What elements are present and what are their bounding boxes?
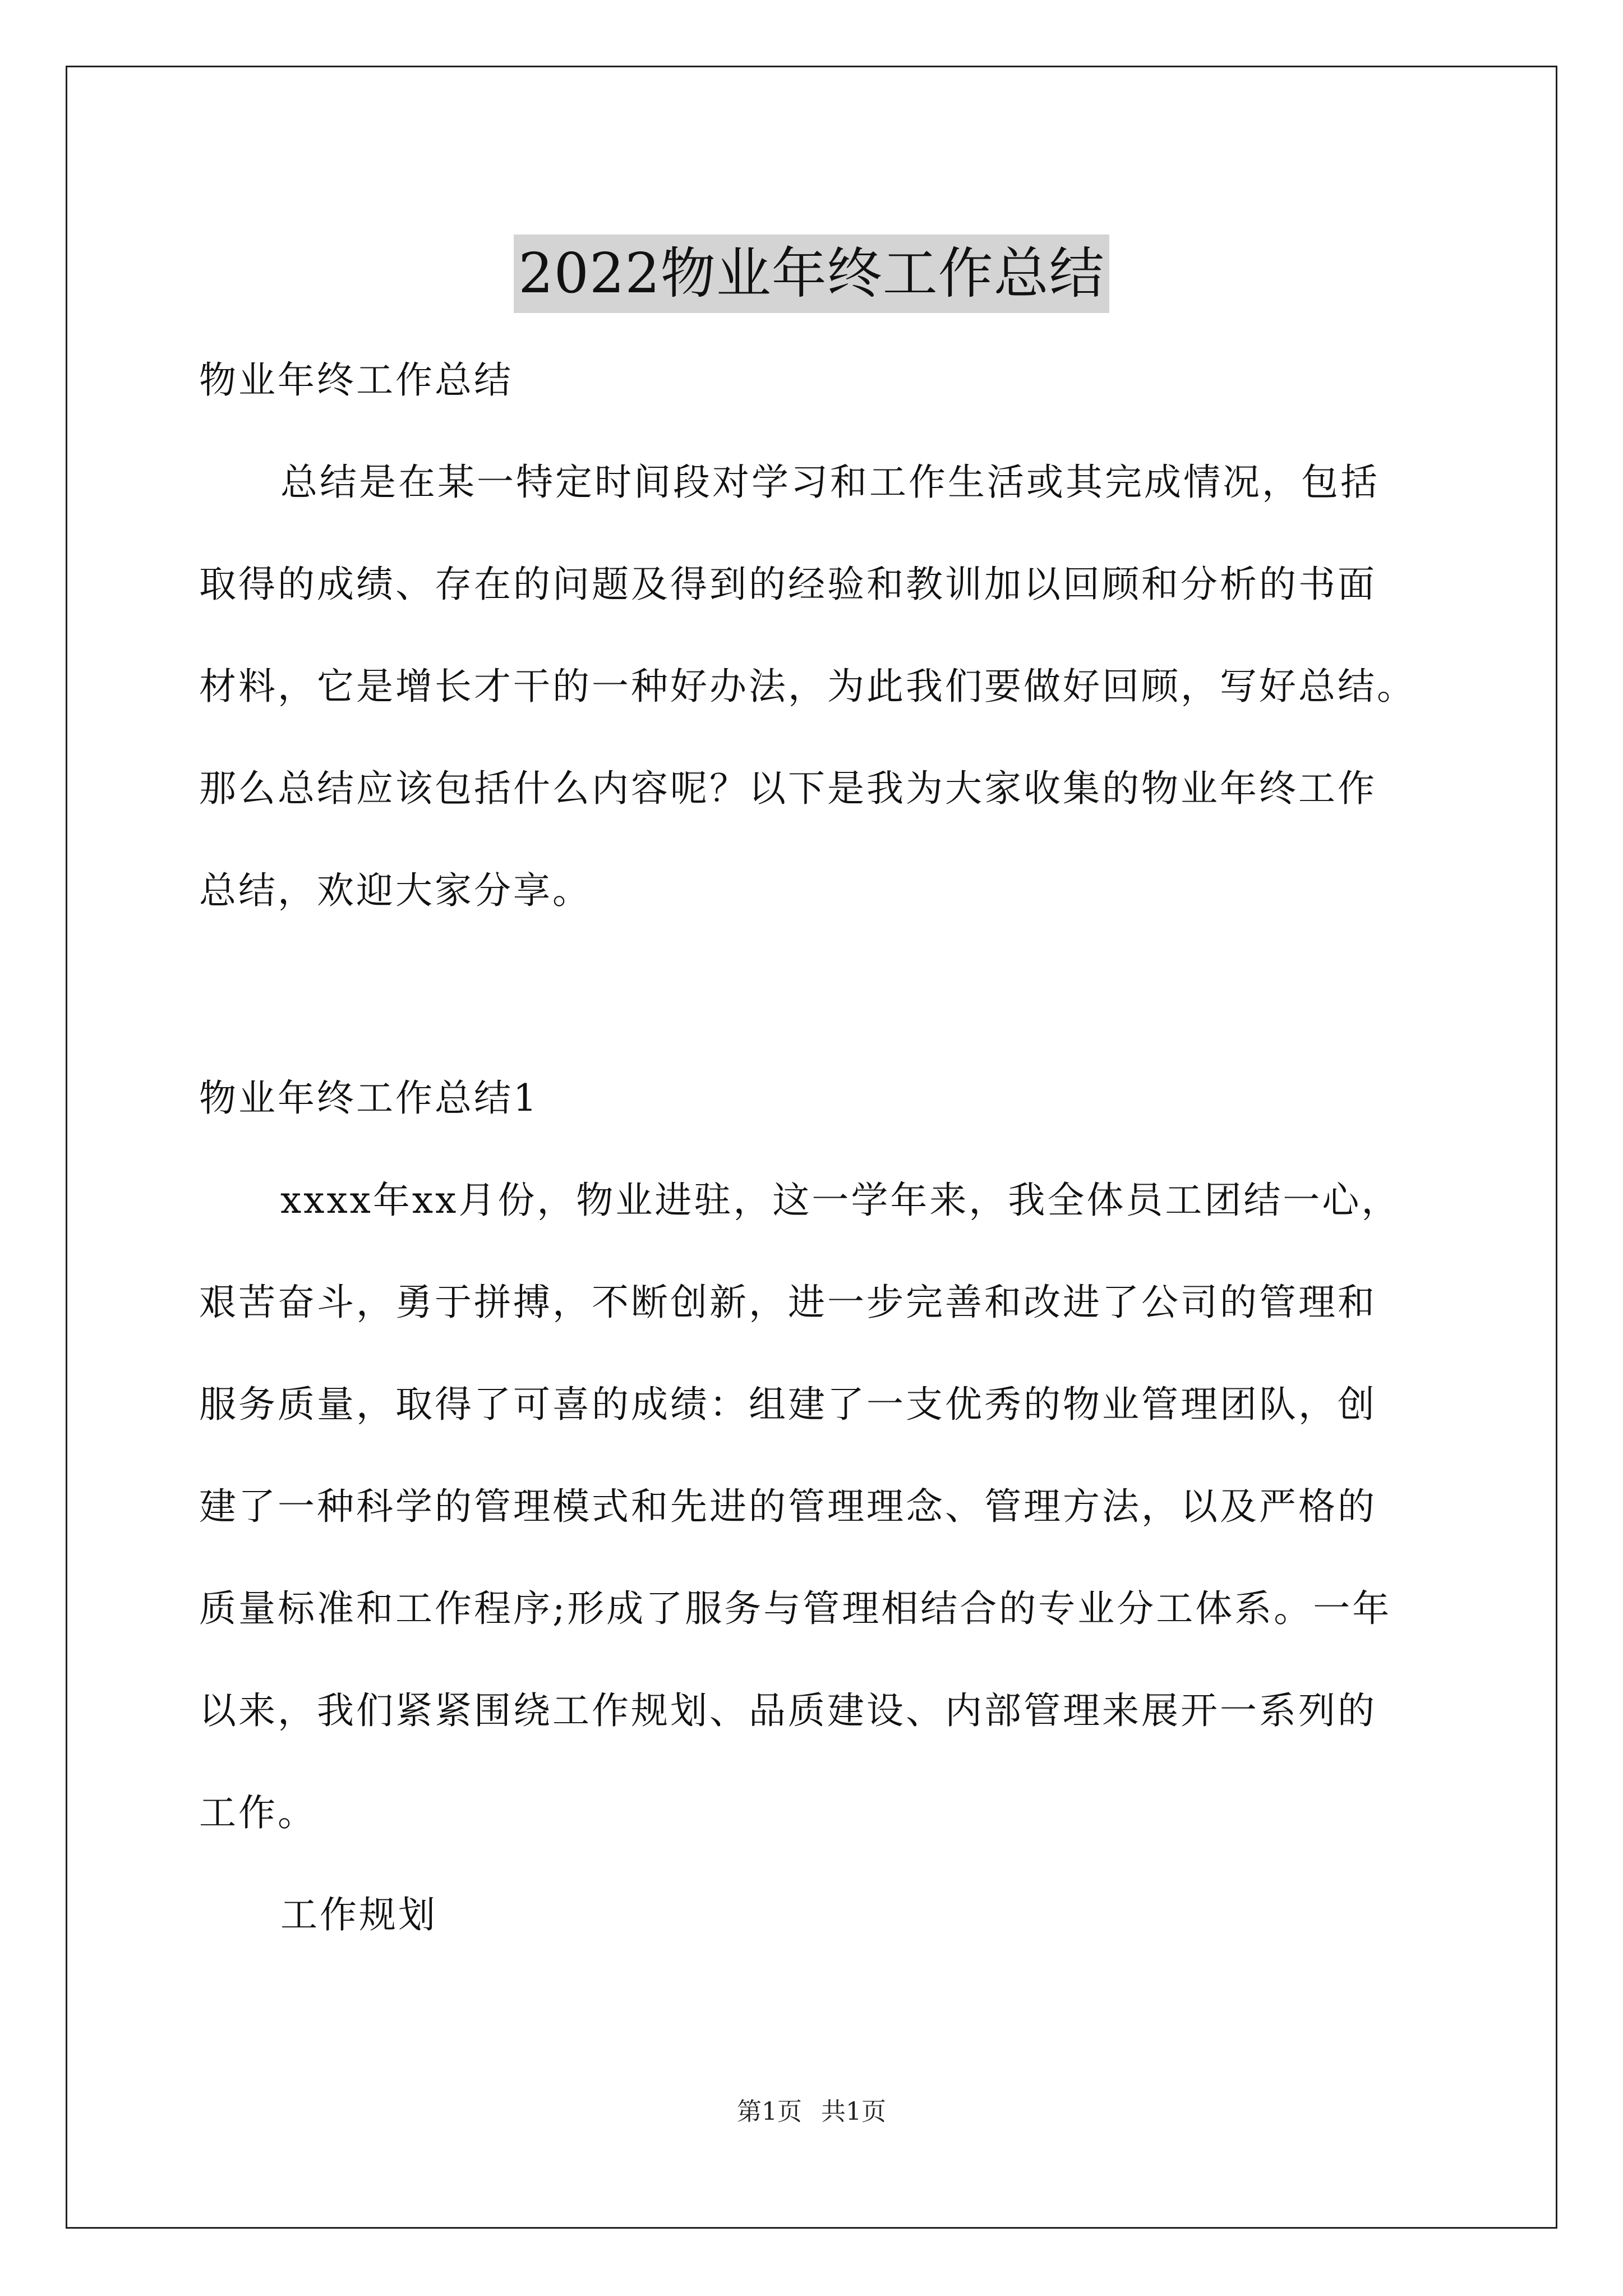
paragraph-line: 工作。	[199, 1791, 317, 1834]
paragraph-line: 质量标准和工作程序;形成了服务与管理相结合的专业分工体系。一年	[199, 1587, 1392, 1630]
paragraph-line: 以来，我们紧紧围绕工作规划、品质建设、内部管理来展开一系列的	[199, 1689, 1377, 1732]
paragraph-line: 艰苦奋斗，勇于拼搏，不断创新，进一步完善和改进了公司的管理和	[199, 1281, 1377, 1324]
paragraph-line: 服务质量，取得了可喜的成绩：组建了一支优秀的物业管理团队，创	[199, 1383, 1377, 1426]
paragraph-line: 材料，它是增长才干的一种好办法，为此我们要做好回顾，写好总结。	[199, 665, 1416, 708]
paragraph-line: 那么总结应该包括什么内容呢？以下是我为大家收集的物业年终工作	[199, 767, 1377, 810]
paragraph-line: 建了一种科学的管理模式和先进的管理理念、管理方法，以及严格的	[199, 1485, 1377, 1528]
document-subtitle: 物业年终工作总结	[199, 358, 513, 402]
page-total: 共1页	[821, 2097, 886, 2126]
subheading: 工作规划	[280, 1893, 437, 1936]
page-footer	[0, 2095, 1623, 2129]
spacer	[199, 966, 1444, 1071]
page-number: 第1页	[737, 2097, 802, 2126]
document-body	[199, 353, 1444, 1942]
paragraph-line: 取得的成绩、存在的问题及得到的经验和教训加以回顾和分析的书面	[199, 563, 1377, 606]
section1-paragraph	[199, 1174, 1444, 1840]
paragraph-line: 总结是在某一特定时间段对学习和工作生活或其完成情况，包括	[280, 461, 1380, 504]
section-heading: 物业年终工作总结1	[199, 1076, 539, 1120]
paragraph-line: xxxx年xx月份，物业进驻，这一学年来，我全体员工团结一心，	[280, 1179, 1401, 1222]
document-title: 2022物业年终工作总结	[514, 234, 1109, 313]
title-container	[0, 197, 1623, 349]
intro-paragraph	[199, 455, 1444, 918]
paragraph-line: 总结，欢迎大家分享。	[199, 869, 592, 912]
